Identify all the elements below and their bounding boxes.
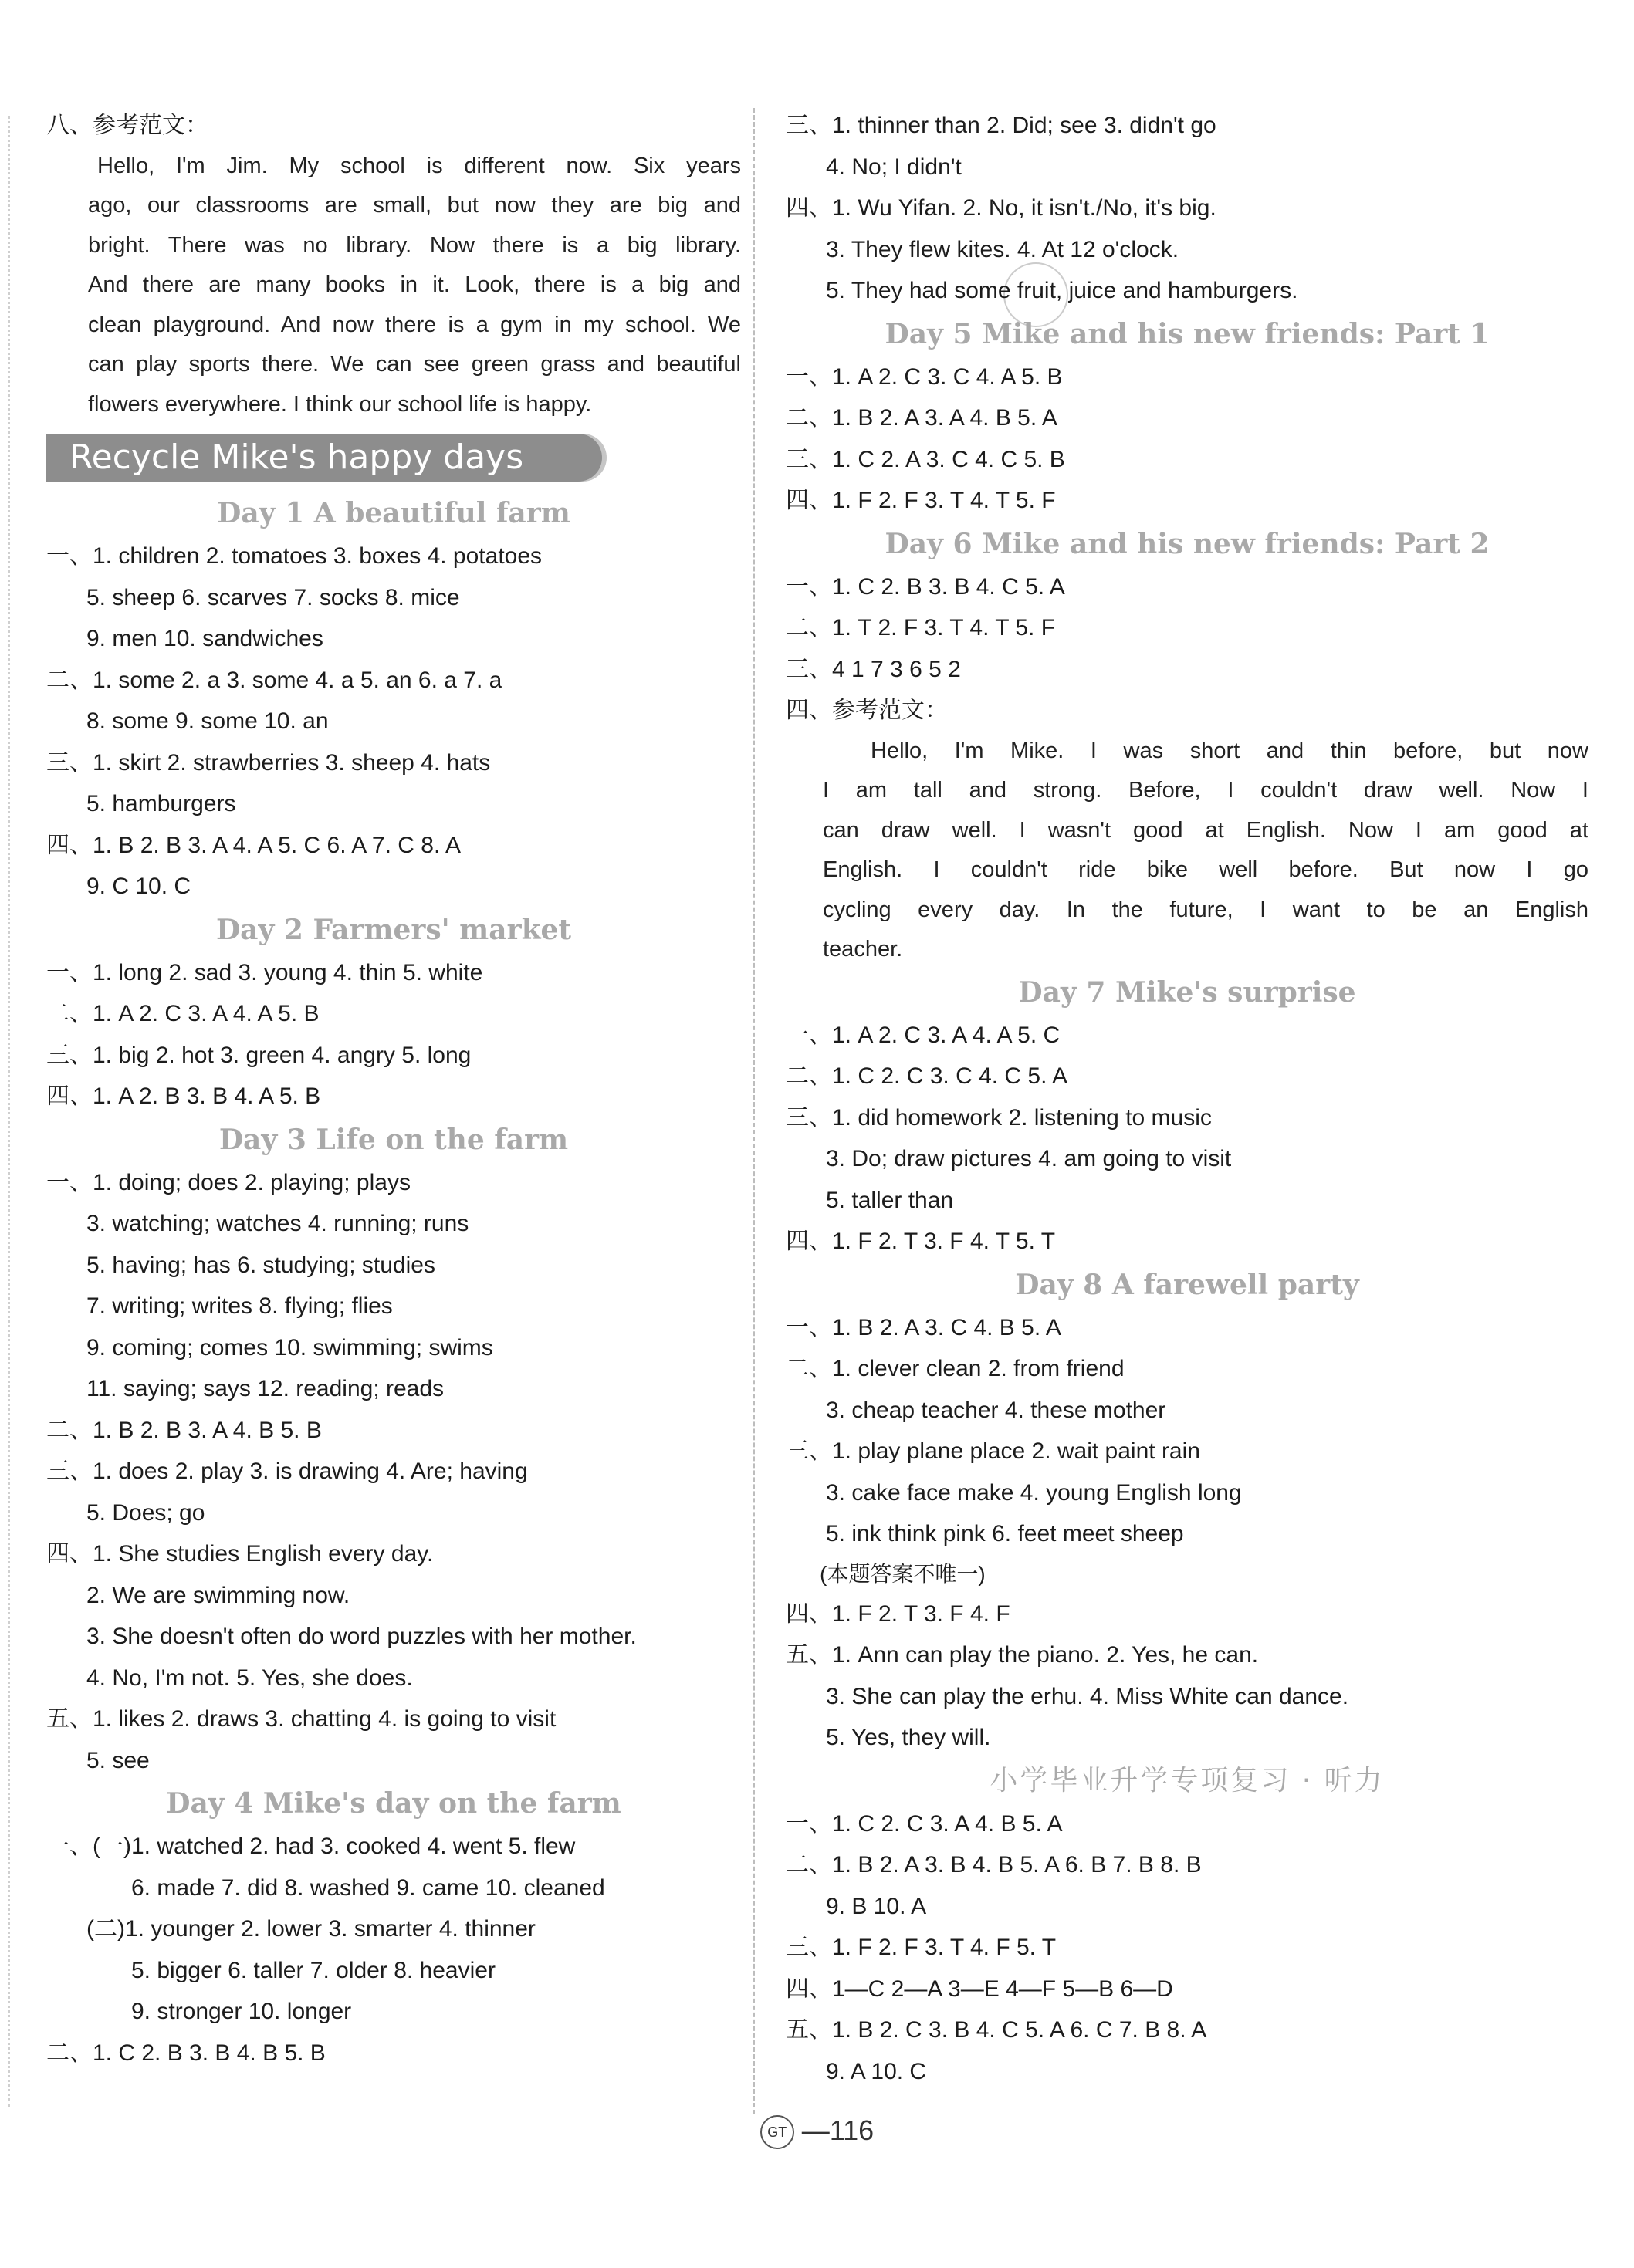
answer-line: 5. see bbox=[86, 1747, 150, 1773]
answer-line: 四、1. B 2. B 3. A 4. A 5. C 6. A 7. C 8. A bbox=[46, 832, 461, 858]
essay-line: flowers everywhere. I think our school life is happy. bbox=[88, 391, 592, 417]
answer-line: 3. They flew kites. 4. At 12 o'clock. bbox=[826, 236, 1179, 262]
binding-edge bbox=[8, 116, 10, 2107]
answer-line: 一、1. long 2. sad 3. young 4. thin 5. white bbox=[46, 959, 483, 985]
answer-line: 3. She can play the erhu. 4. Miss White can dance. bbox=[826, 1683, 1349, 1709]
answer-line: 一、1. C 2. C 3. A 4. B 5. A bbox=[786, 1810, 1063, 1837]
answer-line: 二、1. C 2. C 3. C 4. C 5. A bbox=[786, 1063, 1068, 1089]
day8-heading: Day 8 A farewell party bbox=[1015, 1268, 1359, 1301]
day2-heading: Day 2 Farmers' market bbox=[215, 913, 572, 946]
right-column bbox=[786, 105, 1588, 2092]
answer-line: 9. stronger 10. longer bbox=[131, 1999, 352, 2024]
answer-line: 三、1. does 2. play 3. is drawing 4. Are; having bbox=[46, 1458, 528, 1484]
left-column bbox=[46, 105, 741, 2074]
answer-line: 二、1. T 2. F 3. T 4. T 5. F bbox=[786, 615, 1056, 641]
answer-line: 3. Do; draw pictures 4. am going to visit bbox=[826, 1146, 1232, 1171]
essay-line: can draw well. I wasn't good at English. Now I am good at bbox=[823, 817, 1588, 843]
answer-line: 一、1. A 2. C 3. A 4. A 5. C bbox=[786, 1022, 1061, 1048]
answer-line: 四、1. F 2. T 3. F 4. T 5. T bbox=[786, 1229, 1056, 1254]
essay-line: Hello, I'm Jim. My school is different now. Six years bbox=[97, 153, 741, 178]
day5-heading: Day 5 Mike and his new friends: Part 1 bbox=[885, 317, 1490, 350]
essay-line: English. I couldn't ride bike well before. But now I go bbox=[823, 857, 1588, 882]
answer-line: 一、(一)1. watched 2. had 3. cooked 4. went 5. flew bbox=[46, 1834, 576, 1859]
answer-line: 3. cake face make 4. young English long bbox=[826, 1479, 1242, 1506]
answer-line: 五、1. likes 2. draws 3. chatting 4. is going to visit bbox=[46, 1706, 557, 1732]
answer-line: 7. writing; writes 8. flying; flies bbox=[86, 1293, 393, 1319]
essay-line: And there are many books in it. Look, there is a big and bbox=[88, 272, 741, 297]
answer-line: 3. cheap teacher 4. these mother bbox=[826, 1397, 1166, 1423]
listening-heading: 小学毕业升学专项复习 · 听力 bbox=[990, 1764, 1385, 1796]
banner-title: Recycle Mike's happy days bbox=[46, 434, 602, 482]
answer-line: 5. Does; go bbox=[86, 1499, 205, 1526]
answer-line: 四、1. She studies English every day. bbox=[46, 1541, 434, 1567]
answer-line: 2. We are swimming now. bbox=[86, 1582, 350, 1608]
answer-line: 5. They had some fruit, juice and hamburgers. bbox=[826, 278, 1298, 303]
answer-line: 5. hamburgers bbox=[86, 791, 236, 816]
essay-line: I am tall and strong. Before, I couldn't draw well. Now I bbox=[823, 778, 1588, 803]
answer-line: 四、1. Wu Yifan. 2. No, it isn't./No, it's big. bbox=[786, 195, 1216, 221]
answer-line: 一、1. doing; does 2. playing; plays bbox=[46, 1169, 411, 1195]
answer-line: 三、1. C 2. A 3. C 4. C 5. B bbox=[786, 446, 1065, 472]
answer-line: 四、1. F 2. F 3. T 4. T 5. F bbox=[786, 488, 1056, 513]
answer-line: 9. B 10. A bbox=[826, 1893, 927, 1919]
answer-line: 3. She doesn't often do word puzzles with her mother. bbox=[86, 1624, 637, 1649]
answer-line: 三、1. F 2. F 3. T 4. F 5. T bbox=[786, 1935, 1057, 1960]
answer-line: 一、1. A 2. C 3. C 4. A 5. B bbox=[786, 363, 1063, 390]
answer-line: 一、1. C 2. B 3. B 4. C 5. A bbox=[786, 573, 1065, 600]
answer-line: 三、1. play plane place 2. wait paint rain bbox=[786, 1438, 1200, 1464]
essay-line: cycling every day. In the future, I want to be an English bbox=[823, 897, 1588, 922]
answer-line: 二、1. A 2. C 3. A 4. A 5. B bbox=[46, 1001, 320, 1026]
answer-line: 五、1. B 2. C 3. B 4. C 5. A 6. C 7. B 8. A bbox=[786, 2017, 1207, 2043]
page-number: —116 bbox=[801, 2114, 875, 2146]
answer-line: 四、1. A 2. B 3. B 4. A 5. B bbox=[46, 1083, 321, 1109]
answer-line: 3. watching; watches 4. running; runs bbox=[86, 1211, 469, 1236]
answer-line: 二、1. B 2. A 3. A 4. B 5. A bbox=[786, 405, 1057, 431]
answer-line: 5. ink think pink 6. feet meet sheep bbox=[826, 1521, 1184, 1546]
answer-line: 5. having; has 6. studying; studies bbox=[86, 1252, 435, 1278]
answer-line: 4. No, I'm not. 5. Yes, she does. bbox=[86, 1665, 413, 1691]
answer-line: 二、1. clever clean 2. from friend bbox=[786, 1356, 1125, 1381]
answer-line: 三、4 1 7 3 6 5 2 bbox=[786, 656, 961, 682]
answer-line: 5. taller than bbox=[826, 1187, 954, 1213]
answer-line: 5. Yes, they will. bbox=[826, 1725, 991, 1750]
answer-line: 二、1. some 2. a 3. some 4. a 5. an 6. a 7. a bbox=[46, 667, 502, 693]
answer-line: 四、1. F 2. T 3. F 4. F bbox=[786, 1600, 1010, 1627]
page-footer bbox=[0, 2114, 1634, 2149]
answer-note: (本题答案不唯一) bbox=[820, 1561, 986, 1586]
gt-logo-icon: GT bbox=[760, 2115, 794, 2149]
essay-line: ago, our classrooms are small, but now they are big and bbox=[88, 193, 741, 218]
answer-line: 二、1. B 2. A 3. B 4. B 5. A 6. B 7. B 8. B bbox=[786, 1852, 1202, 1878]
answer-line: 8. some 9. some 10. an bbox=[86, 708, 329, 734]
essay-line: bright. There was no library. Now there is a big library. bbox=[88, 232, 741, 258]
recycle-banner bbox=[46, 424, 741, 491]
answer-line: 二、1. B 2. B 3. A 4. B 5. B bbox=[46, 1417, 322, 1443]
essay-line: can play sports there. We can see green grass and beautiful bbox=[88, 352, 741, 377]
section-8-label: 八、参考范文： bbox=[46, 113, 208, 138]
essay-line: Hello, I'm Mike. I was short and thin before, but now bbox=[871, 738, 1588, 763]
essay-line: clean playground. And now there is a gym in my school. We bbox=[88, 312, 741, 337]
answer-line: 四、参考范文： bbox=[786, 698, 948, 723]
answer-line: 三、1. did homework 2. listening to music bbox=[786, 1104, 1212, 1131]
answer-line: 9. coming; comes 10. swimming; swims bbox=[86, 1334, 493, 1360]
day7-heading: Day 7 Mike's surprise bbox=[1018, 975, 1356, 1009]
answer-line: 5. bigger 6. taller 7. older 8. heavier bbox=[131, 1957, 496, 1983]
essay-line: teacher. bbox=[823, 937, 903, 962]
answer-line: 五、1. Ann can play the piano. 2. Yes, he can. bbox=[786, 1642, 1259, 1668]
answer-line: 一、1. children 2. tomatoes 3. boxes 4. potatoes bbox=[46, 543, 543, 569]
answer-line: 6. made 7. did 8. washed 9. came 10. cleaned bbox=[131, 1874, 605, 1901]
answer-line: 三、1. thinner than 2. Did; see 3. didn't go bbox=[786, 113, 1216, 138]
answer-line: 三、1. skirt 2. strawberries 3. sheep 4. hats bbox=[46, 749, 491, 776]
day6-heading: Day 6 Mike and his new friends: Part 2 bbox=[885, 527, 1490, 560]
answer-line: 9. A 10. C bbox=[826, 2058, 927, 2084]
answer-line: 5. sheep 6. scarves 7. socks 8. mice bbox=[86, 584, 460, 610]
column-divider bbox=[753, 108, 755, 2114]
answer-line: 三、1. big 2. hot 3. green 4. angry 5. long bbox=[46, 1042, 472, 1068]
answer-line: 4. No; I didn't bbox=[826, 154, 962, 180]
answer-line: 四、1—C 2—A 3—E 4—F 5—B 6—D bbox=[786, 1976, 1173, 2002]
answer-line: 9. C 10. C bbox=[86, 874, 191, 899]
day4-heading: Day 4 Mike's day on the farm bbox=[166, 1787, 621, 1820]
answer-line: 11. saying; says 12. reading; reads bbox=[86, 1376, 445, 1401]
answer-line: 二、1. C 2. B 3. B 4. B 5. B bbox=[46, 2040, 326, 2066]
day1-heading: Day 1 A beautiful farm bbox=[217, 497, 570, 529]
day3-heading: Day 3 Life on the farm bbox=[218, 1123, 569, 1156]
answer-line: 9. men 10. sandwiches bbox=[86, 626, 323, 651]
answer-line: 一、1. B 2. A 3. C 4. B 5. A bbox=[786, 1314, 1061, 1340]
answer-line: (二)1. younger 2. lower 3. smarter 4. thinner bbox=[86, 1916, 536, 1942]
